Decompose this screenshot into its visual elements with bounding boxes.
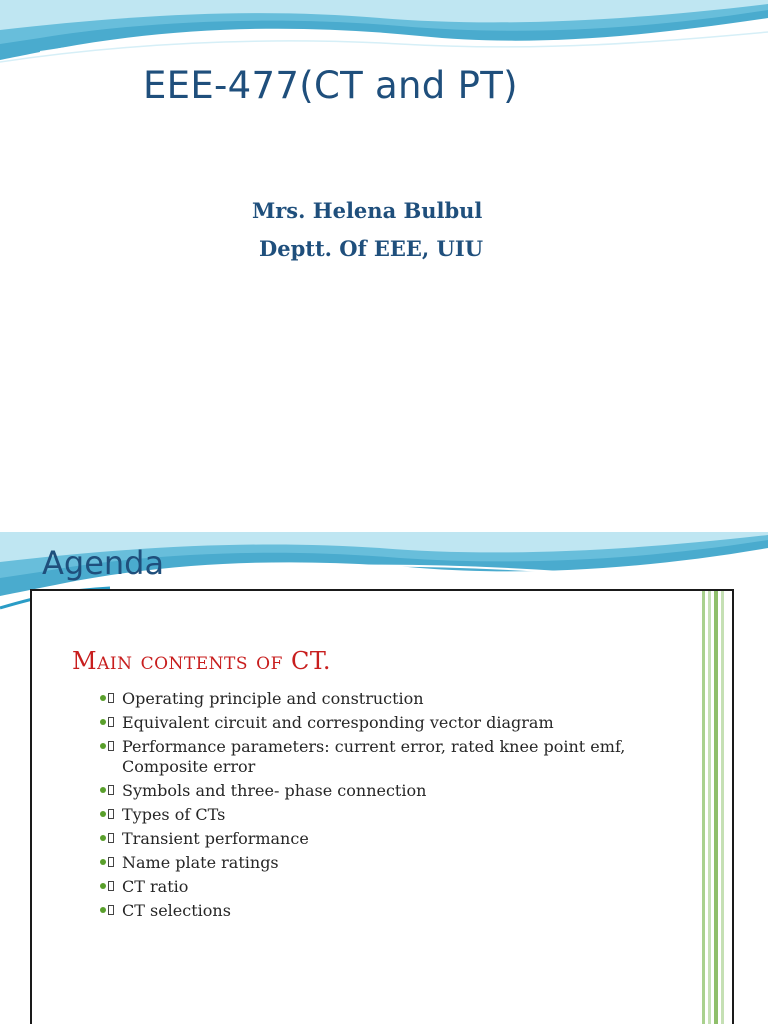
author-name: Mrs. Helena Bulbul bbox=[252, 198, 483, 223]
checkbox-glyph-icon bbox=[108, 881, 114, 891]
checkbox-glyph-icon bbox=[108, 717, 114, 727]
bullet-icon bbox=[100, 835, 106, 841]
presentation-title: EEE-477(CT and PT) bbox=[143, 64, 518, 107]
list-item: Name plate ratings bbox=[100, 853, 682, 873]
list-item: Equivalent circuit and corresponding vector diagram bbox=[100, 713, 682, 733]
agenda-slide bbox=[0, 532, 768, 1024]
bullet-icon bbox=[100, 883, 106, 889]
bullet-icon bbox=[100, 811, 106, 817]
embedded-heading: Main contents of CT. bbox=[72, 647, 331, 675]
checkbox-glyph-icon bbox=[108, 785, 114, 795]
bullet-icon bbox=[100, 787, 106, 793]
bullet-icon bbox=[100, 719, 106, 725]
list-item: Operating principle and construction bbox=[100, 689, 682, 709]
list-item: CT ratio bbox=[100, 877, 682, 897]
author-department: Deptt. Of EEE, UIU bbox=[259, 236, 484, 261]
checkbox-glyph-icon bbox=[108, 833, 114, 843]
checkbox-glyph-icon bbox=[108, 809, 114, 819]
bullet-icon bbox=[100, 907, 106, 913]
wave-banner-decoration bbox=[0, 0, 768, 70]
list-item: Symbols and three- phase connection bbox=[100, 781, 682, 801]
list-item: Performance parameters: current error, rated knee point emf, Composite error bbox=[100, 737, 682, 777]
list-item: Transient performance bbox=[100, 829, 682, 849]
embedded-slide-image bbox=[30, 589, 734, 1024]
bullet-icon bbox=[100, 695, 106, 701]
agenda-title: Agenda bbox=[42, 544, 165, 582]
checkbox-glyph-icon bbox=[108, 693, 114, 703]
list-item: CT selections bbox=[100, 901, 682, 921]
bullet-icon bbox=[100, 859, 106, 865]
checkbox-glyph-icon bbox=[108, 905, 114, 915]
contents-list bbox=[100, 689, 682, 925]
bullet-icon bbox=[100, 743, 106, 749]
checkbox-glyph-icon bbox=[108, 741, 114, 751]
list-item: Types of CTs bbox=[100, 805, 682, 825]
checkbox-glyph-icon bbox=[108, 857, 114, 867]
green-stripes-decoration bbox=[702, 591, 724, 1024]
